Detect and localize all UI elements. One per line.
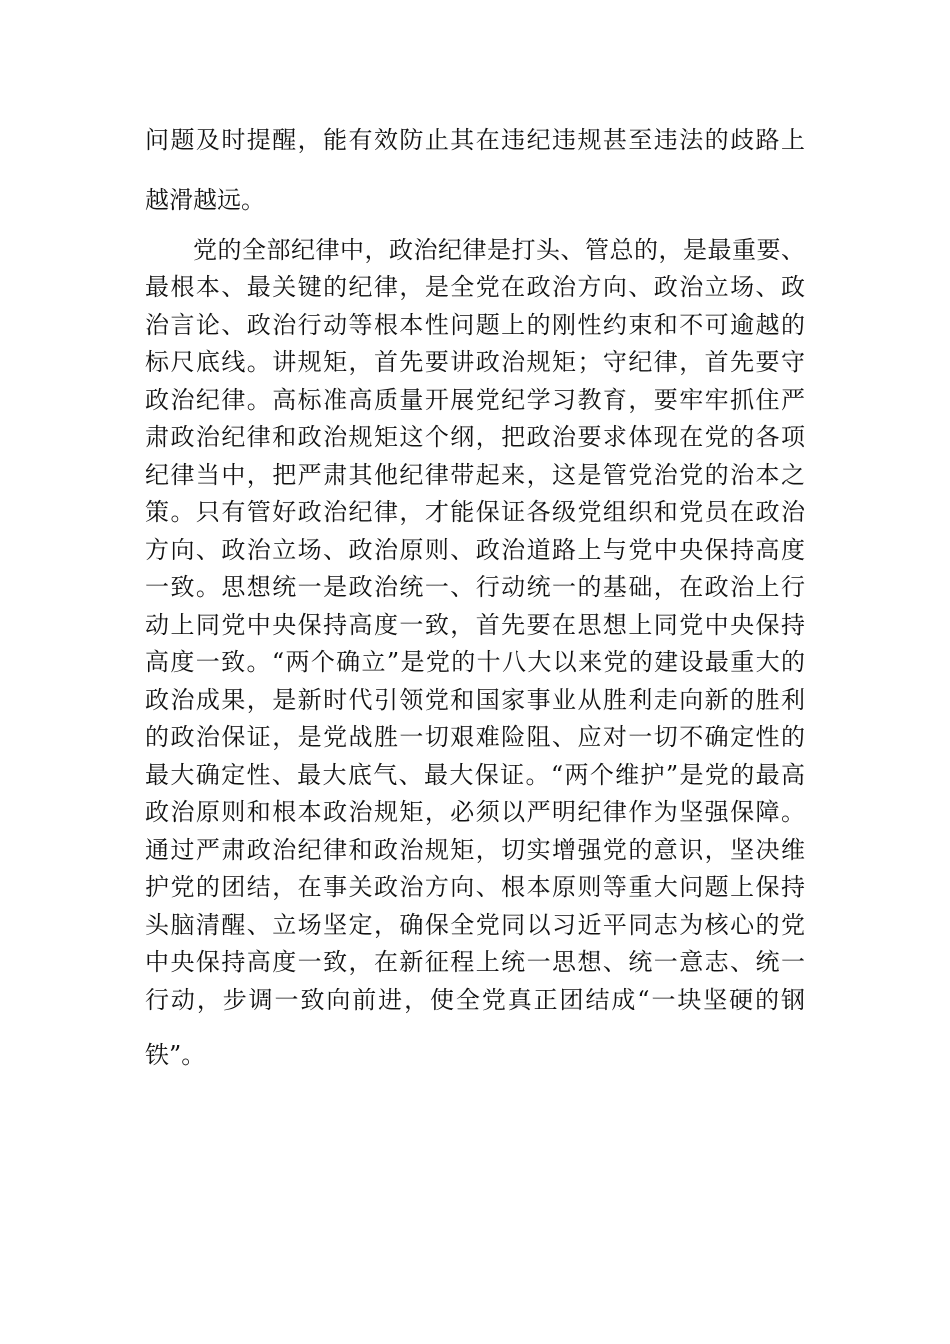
text-line: 最大确定性、最大底气、最大保证。“两个维护”是党的最高: [145, 761, 805, 789]
text-line: 中央保持高度一致，在新征程上统一思想、统一意志、统一: [145, 948, 805, 976]
text-line: 越滑越远。: [145, 186, 265, 214]
text-line: 肃政治纪律和政治规矩这个纲，把政治要求体现在党的各项: [145, 423, 805, 451]
text-line: 政治纪律。高标准高质量开展党纪学习教育，要牢牢抓住严: [145, 386, 805, 414]
text-line: 行动，步调一致向前进，使全党真正团结成“一块坚硬的钢: [145, 986, 805, 1014]
text-line: 最根本、最关键的纪律，是全党在政治方向、政治立场、政: [145, 273, 805, 301]
text-line: 政治原则和根本政治规矩，必须以严明纪律作为坚强保障。: [145, 798, 805, 826]
text-line: 纪律当中，把严肃其他纪律带起来，这是管党治党的治本之: [145, 461, 805, 489]
text-line: 铁”。: [145, 1041, 206, 1069]
text-line: 通过严肃政治纪律和政治规矩，切实增强党的意识，坚决维: [145, 836, 805, 864]
text-line: 高度一致。“两个确立”是党的十八大以来党的建设最重大的: [145, 648, 805, 676]
text-line: 政治成果，是新时代引领党和国家事业从胜利走向新的胜利: [145, 686, 805, 714]
text-line: 的政治保证，是党战胜一切艰难险阻、应对一切不确定性的: [145, 723, 805, 751]
text-line: 治言论、政治行动等根本性问题上的刚性约束和不可逾越的: [145, 311, 805, 339]
text-line: 动上同党中央保持高度一致，首先要在思想上同党中央保持: [145, 611, 805, 639]
text-line: 标尺底线。讲规矩，首先要讲政治规矩；守纪律，首先要守: [145, 348, 805, 376]
text-line: 党的全部纪律中，政治纪律是打头、管总的，是最重要、: [193, 236, 805, 264]
text-line: 策。只有管好政治纪律，才能保证各级党组织和党员在政治: [145, 498, 805, 526]
text-line: 一致。思想统一是政治统一、行动统一的基础，在政治上行: [145, 573, 805, 601]
text-line: 方向、政治立场、政治原则、政治道路上与党中央保持高度: [145, 536, 805, 564]
text-line: 头脑清醒、立场坚定，确保全党同以习近平同志为核心的党: [145, 911, 805, 939]
text-line: 问题及时提醒，能有效防止其在违纪违规甚至违法的歧路上: [145, 126, 805, 154]
text-line: 护党的团结，在事关政治方向、根本原则等重大问题上保持: [145, 873, 805, 901]
